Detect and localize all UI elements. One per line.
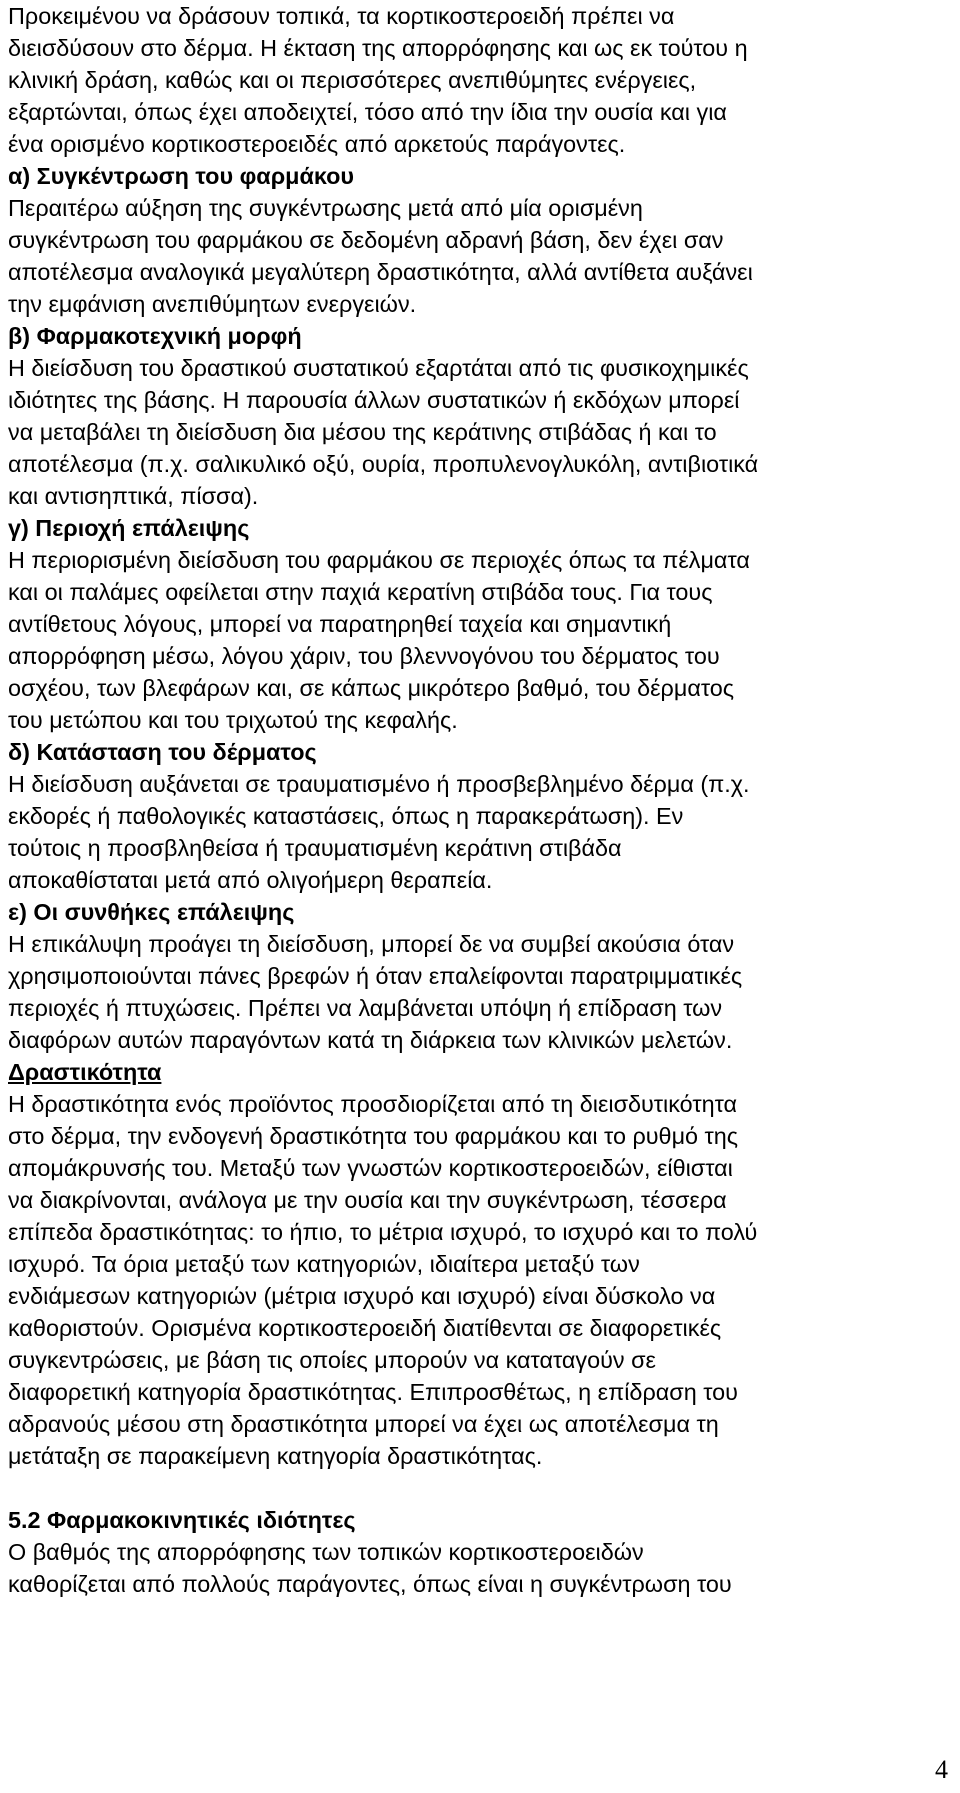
text-line: να διακρίνονται, ανάλογα με την ουσία και την συγκέντρωση, τέσσερα xyxy=(8,1187,727,1213)
heading-text: γ) Περιοχή επάλειψης xyxy=(8,515,250,541)
text-line: Περαιτέρω αύξηση της συγκέντρωσης μετά από μία ορισμένη xyxy=(8,195,643,221)
heading-text: δ) Κατάσταση του δέρματος xyxy=(8,739,317,765)
heading-text: α) Συγκέντρωση του φαρμάκου xyxy=(8,163,355,189)
text-line: ισχυρό. Τα όρια μεταξύ των κατηγοριών, ιδιαίτερα μεταξύ των xyxy=(8,1251,640,1277)
text-line: αντίθετους λόγους, μπορεί να παρατηρηθεί ταχεία και σημαντική xyxy=(8,611,672,637)
text-line: απομάκρυνσής του. Μεταξύ των γνωστών κορτικοστεροειδών, είθισται xyxy=(8,1155,733,1181)
text-line: χρησιμοποιούνται πάνες βρεφών ή όταν επαλείφονται παρατριμματικές xyxy=(8,963,743,989)
text-line: αποτέλεσμα αναλογικά μεγαλύτερη δραστικότητα, αλλά αντίθετα αυξάνει xyxy=(8,259,753,285)
section-e-heading xyxy=(8,896,948,928)
text-line: αποτέλεσμα (π.χ. σαλικυλικό οξύ, ουρία, προπυλενογλυκόλη, αντιβιοτικά xyxy=(8,451,759,477)
text-line: επίπεδα δραστικότητας: το ήπιο, το μέτρια ισχυρό, το ισχυρό και το πολύ xyxy=(8,1219,758,1245)
text-line: την εμφάνιση ανεπιθύμητων ενεργειών. xyxy=(8,291,417,317)
text-line: και οι παλάμες οφείλεται στην παχιά κερατίνη στιβάδα τους. Για τους xyxy=(8,579,713,605)
text-line: οσχέου, των βλεφάρων και, σε κάπως μικρότερο βαθμό, του δέρματος xyxy=(8,675,735,701)
text-line: Ο βαθμός της απορρόφησης των τοπικών κορτικοστεροειδών xyxy=(8,1539,644,1565)
text-line: ένα ορισμένο κορτικοστεροειδές από αρκετούς παράγοντες. xyxy=(8,131,626,157)
intro-paragraph xyxy=(8,0,948,160)
heading-text: ε) Οι συνθήκες επάλειψης xyxy=(8,899,295,925)
text-line: εξαρτώνται, όπως έχει αποδειχτεί, τόσο από την ίδια την ουσία και για xyxy=(8,99,727,125)
text-line: συγκεντρώσεις, με βάση τις οποίες μπορούν να καταταγούν σε xyxy=(8,1347,656,1373)
section-b-heading xyxy=(8,320,948,352)
section-d-paragraph xyxy=(8,768,948,896)
text-line: αδρανούς μέσου στη δραστικότητα μπορεί να έχει ως αποτέλεσμα τη xyxy=(8,1411,719,1437)
section-c-heading xyxy=(8,512,948,544)
text-line: απορρόφηση μέσω, λόγου χάριν, του βλεννογόνου του δέρματος του xyxy=(8,643,720,669)
section-a-heading xyxy=(8,160,948,192)
section-d-heading xyxy=(8,736,948,768)
heading-text: β) Φαρμακοτεχνική μορφή xyxy=(8,323,302,349)
section-5-2-paragraph xyxy=(8,1536,948,1600)
text-line: και αντισηπτικά, πίσσα). xyxy=(8,483,259,509)
section-c-paragraph xyxy=(8,544,948,736)
section-e-paragraph xyxy=(8,928,948,1056)
heading-text: Δραστικότητα xyxy=(8,1059,162,1085)
page-number: 4 xyxy=(935,1755,948,1784)
text-line: Η διείσδυση αυξάνεται σε τραυματισμένο ή προσβεβλημένο δέρμα (π.χ. xyxy=(8,771,750,797)
text-line: καθοριστούν. Ορισμένα κορτικοστεροειδή διατίθενται σε διαφορετικές xyxy=(8,1315,722,1341)
text-line: διεισδύσουν στο δέρμα. Η έκταση της απορρόφησης και ως εκ τούτου η xyxy=(8,35,748,61)
text-line: στο δέρμα, την ενδογενή δραστικότητα του φαρμάκου και το ρυθμό της xyxy=(8,1123,739,1149)
section-5-2-heading xyxy=(8,1504,948,1536)
text-line: περιοχές ή πτυχώσεις. Πρέπει να λαμβάνεται υπόψη ή επίδραση των xyxy=(8,995,723,1021)
text-line: συγκέντρωση του φαρμάκου σε δεδομένη αδρανή βάση, δεν έχει σαν xyxy=(8,227,724,253)
section-a-paragraph xyxy=(8,192,948,320)
document-page xyxy=(8,0,948,1600)
text-line: αποκαθίσταται μετά από ολιγοήμερη θεραπεία. xyxy=(8,867,493,893)
text-line: ενδιάμεσων κατηγοριών (μέτρια ισχυρό και ισχυρό) είναι δύσκολο να xyxy=(8,1283,716,1309)
text-line: Η δραστικότητα ενός προϊόντος προσδιορίζεται από τη διεισδυτικότητα xyxy=(8,1091,738,1117)
text-line: Η περιορισμένη διείσδυση του φαρμάκου σε περιοχές όπως τα πέλματα xyxy=(8,547,750,573)
text-line: Η επικάλυψη προάγει τη διείσδυση, μπορεί δε να συμβεί ακούσια όταν xyxy=(8,931,735,957)
text-line: Προκειμένου να δράσουν τοπικά, τα κορτικοστεροειδή πρέπει να xyxy=(8,3,675,29)
potency-paragraph xyxy=(8,1088,948,1472)
text-line: ιδιότητες της βάσης. Η παρουσία άλλων συστατικών ή εκδόχων μπορεί xyxy=(8,387,740,413)
text-line: να μεταβάλει τη διείσδυση δια μέσου της κεράτινης στιβάδας ή και το xyxy=(8,419,717,445)
text-line: τούτοις η προσβληθείσα ή τραυματισμένη κεράτινη στιβάδα xyxy=(8,835,622,861)
section-b-paragraph xyxy=(8,352,948,512)
potency-heading xyxy=(8,1056,948,1088)
text-line: εκδορές ή παθολογικές καταστάσεις, όπως η παρακεράτωση). Εν xyxy=(8,803,684,829)
text-line: καθορίζεται από πολλούς παράγοντες, όπως είναι η συγκέντρωση του xyxy=(8,1571,732,1597)
text-line: κλινική δράση, καθώς και οι περισσότερες ανεπιθύμητες ενέργειες, xyxy=(8,67,697,93)
heading-text: 5.2 Φαρμακοκινητικές ιδιότητες xyxy=(8,1507,356,1533)
text-line: μετάταξη σε παρακείμενη κατηγορία δραστικότητας. xyxy=(8,1443,543,1469)
section-spacer xyxy=(8,1472,948,1504)
text-line: Η διείσδυση του δραστικού συστατικού εξαρτάται από τις φυσικοχημικές xyxy=(8,355,749,381)
text-line: του μετώπου και του τριχωτού της κεφαλής. xyxy=(8,707,458,733)
text-line: διαφορετική κατηγορία δραστικότητας. Επιπροσθέτως, η επίδραση του xyxy=(8,1379,738,1405)
text-line: διαφόρων αυτών παραγόντων κατά τη διάρκεια των κλινικών μελετών. xyxy=(8,1027,733,1053)
